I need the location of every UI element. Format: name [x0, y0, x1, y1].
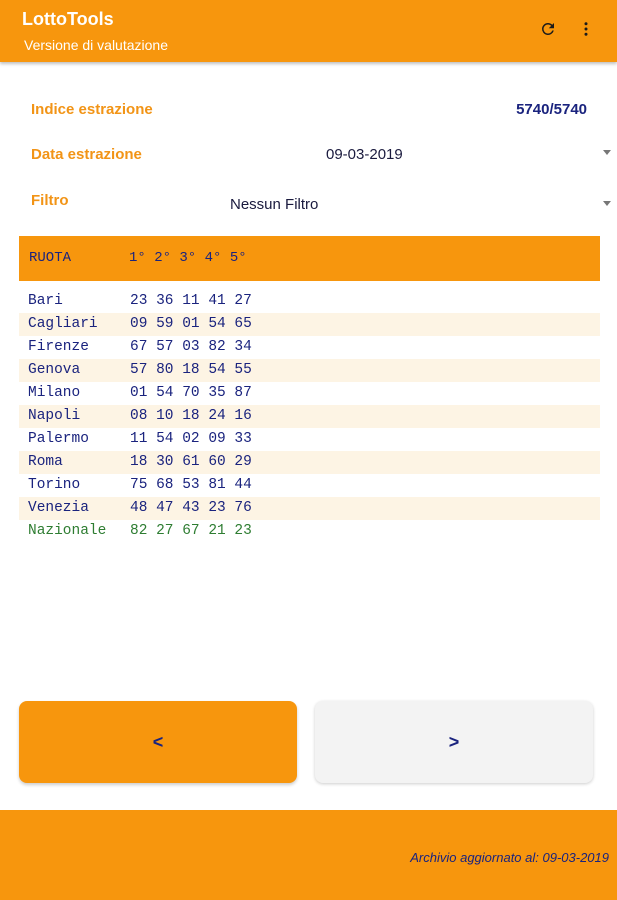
indice-label: Indice estrazione: [31, 101, 153, 118]
ruota-name: Palermo: [28, 431, 89, 447]
ruota-numbers: 01 54 70 35 87: [130, 385, 252, 401]
ruota-numbers: 09 59 01 54 65: [130, 316, 252, 332]
ruota-numbers: 57 80 18 54 55: [130, 362, 252, 378]
ruota-numbers: 82 27 67 21 23: [130, 523, 252, 539]
table-row: [19, 428, 600, 451]
next-button[interactable]: >: [315, 701, 593, 783]
ruota-numbers: 11 54 02 09 33: [130, 431, 252, 447]
ruota-name: Cagliari: [28, 316, 98, 332]
filtro-spinner[interactable]: Nessun Filtro: [230, 196, 319, 213]
ruota-numbers: 23 36 11 41 27: [130, 293, 252, 309]
ruota-name: Roma: [28, 454, 63, 470]
table-row: [19, 382, 600, 405]
ruota-numbers: 18 30 61 60 29: [130, 454, 252, 470]
app-subtitle: Versione di valutazione: [24, 37, 168, 53]
footer: [0, 810, 617, 900]
ruota-numbers: 67 57 03 82 34: [130, 339, 252, 355]
table-row: [19, 497, 600, 520]
ruota-name: Torino: [28, 477, 81, 493]
ruota-numbers: 48 47 43 23 76: [130, 500, 252, 516]
filtro-label: Filtro: [31, 192, 69, 209]
table-row: [19, 359, 600, 382]
previous-button[interactable]: <: [19, 701, 297, 783]
indice-value: 5740/5740: [516, 101, 587, 118]
table-header: [19, 236, 600, 281]
table-row-nazionale: [19, 520, 600, 543]
ruota-name: Genova: [28, 362, 81, 378]
table-row: [19, 336, 600, 359]
app-title: LottoTools: [22, 9, 114, 29]
table-row: [19, 313, 600, 336]
data-label: Data estrazione: [31, 146, 142, 163]
data-dropdown-arrow-icon[interactable]: [603, 150, 611, 155]
ruota-name: Firenze: [28, 339, 89, 355]
filtro-dropdown-arrow-icon[interactable]: [603, 201, 611, 206]
header-positions: 1° 2° 3° 4° 5°: [129, 250, 247, 266]
table-row: [19, 474, 600, 497]
results-list: [19, 290, 600, 543]
ruota-name: Venezia: [28, 500, 89, 516]
ruota-numbers: 75 68 53 81 44: [130, 477, 252, 493]
more-vert-icon[interactable]: [575, 18, 597, 40]
ruota-name: Nazionale: [28, 523, 107, 539]
data-spinner[interactable]: 09-03-2019: [326, 146, 403, 163]
app-bar: [0, 0, 617, 62]
header-ruota: RUOTA: [29, 250, 72, 266]
table-row: [19, 290, 600, 313]
ruota-name: Napoli: [28, 408, 81, 424]
ruota-name: Bari: [28, 293, 63, 309]
refresh-icon[interactable]: [537, 18, 559, 40]
table-row: [19, 451, 600, 474]
ruota-name: Milano: [28, 385, 81, 401]
table-row: [19, 405, 600, 428]
ruota-numbers: 08 10 18 24 16: [130, 408, 252, 424]
archive-updated-text: Archivio aggiornato al: 09-03-2019: [410, 850, 609, 865]
